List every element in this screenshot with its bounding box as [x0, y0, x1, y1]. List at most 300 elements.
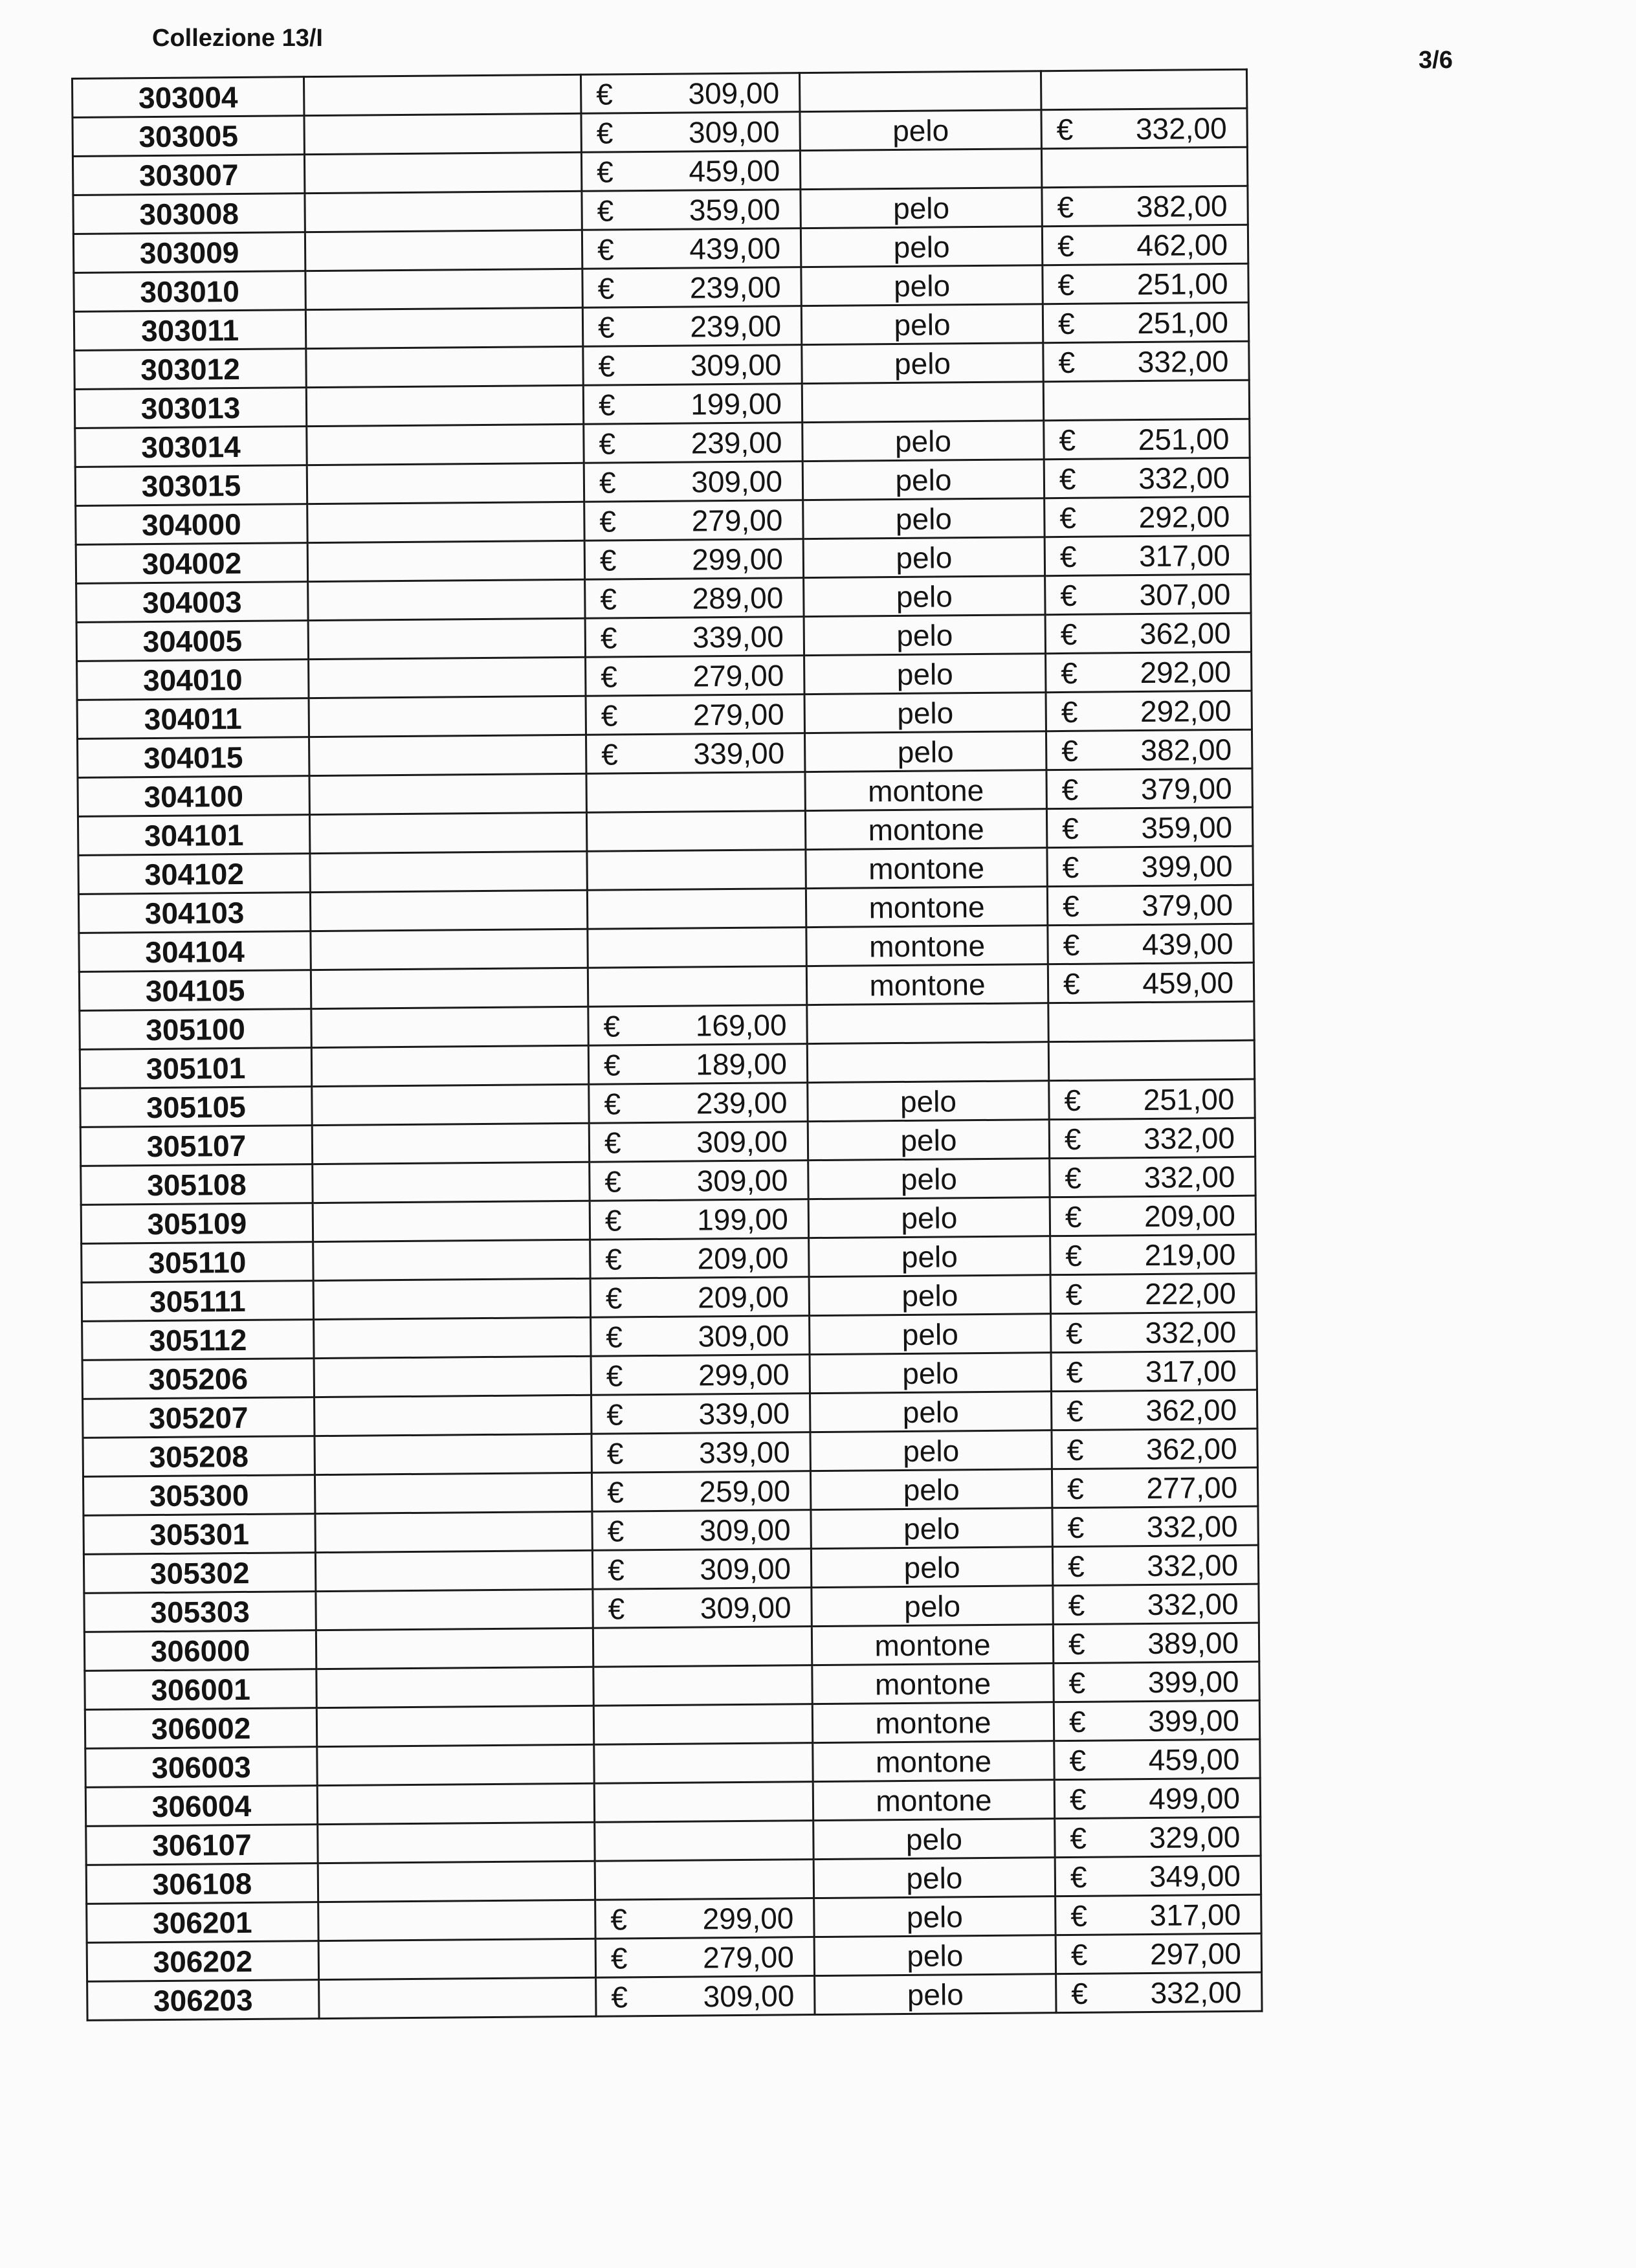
- price-value: 332,00: [1138, 460, 1230, 495]
- price-value: 362,00: [1145, 1392, 1237, 1427]
- description-cell: [310, 851, 587, 892]
- article-code-cell: 305112: [82, 1320, 314, 1361]
- price-table: [71, 69, 1263, 2021]
- currency-symbol: €: [601, 737, 619, 772]
- description-cell: [305, 269, 582, 309]
- page-number: 3/6: [1419, 47, 1453, 74]
- material-price-cell: [1046, 807, 1252, 847]
- currency-symbol: €: [611, 1979, 628, 2014]
- description-cell: [314, 1356, 591, 1397]
- material-cell: [807, 1042, 1048, 1083]
- article-code-cell: 303007: [72, 155, 304, 195]
- material-cell: pelo: [803, 537, 1045, 578]
- currency-symbol: €: [603, 1047, 621, 1082]
- material-price-cell: [1048, 1040, 1254, 1080]
- price-value: 279,00: [691, 502, 783, 537]
- price-value: 169,00: [695, 1007, 787, 1042]
- material-price-cell: [1053, 1584, 1259, 1624]
- material-cell: pelo: [811, 1508, 1052, 1549]
- base-price-cell: [595, 1821, 813, 1862]
- article-code-cell: 304015: [78, 737, 309, 778]
- price-value: 209,00: [1144, 1198, 1236, 1233]
- currency-symbol: €: [1067, 1510, 1085, 1544]
- article-code-cell: 303015: [75, 465, 307, 506]
- base-price-cell: [590, 1161, 808, 1201]
- material-cell: pelo: [804, 576, 1045, 617]
- material-cell: pelo: [802, 460, 1044, 500]
- material-price-cell: [1047, 885, 1253, 925]
- material-cell: montone: [812, 1625, 1053, 1665]
- currency-symbol: €: [1066, 1316, 1083, 1350]
- price-value: 379,00: [1142, 887, 1233, 922]
- material-price-cell: [1044, 419, 1250, 459]
- material-cell: pelo: [808, 1081, 1049, 1122]
- article-code-cell: 304000: [76, 504, 307, 545]
- description-cell: [307, 463, 584, 504]
- price-value: 309,00: [698, 1318, 790, 1353]
- article-code-cell: 305300: [83, 1475, 315, 1516]
- article-code-cell: 303010: [74, 271, 305, 312]
- article-code-cell: 304010: [77, 660, 309, 700]
- article-code-cell: 305303: [84, 1592, 316, 1632]
- currency-symbol: €: [603, 1008, 621, 1043]
- material-price-cell: [1050, 1195, 1255, 1236]
- currency-symbol: €: [606, 1397, 624, 1432]
- material-cell: pelo: [809, 1236, 1050, 1277]
- base-price-cell: [594, 1743, 813, 1784]
- material-cell: pelo: [808, 1197, 1050, 1238]
- base-price-cell: [590, 1199, 808, 1240]
- description-cell: [315, 1550, 592, 1591]
- material-cell: pelo: [804, 615, 1045, 656]
- price-value: 199,00: [696, 1201, 789, 1236]
- material-price-cell: [1045, 574, 1251, 614]
- table-row: [87, 1972, 1262, 2020]
- currency-symbol: €: [1064, 1122, 1081, 1156]
- price-value: 332,00: [1147, 1548, 1239, 1583]
- material-cell: pelo: [801, 265, 1043, 306]
- base-price-cell: [591, 1355, 810, 1395]
- material-price-cell: [1041, 147, 1247, 187]
- description-cell: [316, 1628, 593, 1669]
- base-price-cell: [589, 1122, 808, 1162]
- currency-symbol: €: [1063, 928, 1080, 962]
- material-price-cell: [1043, 263, 1248, 304]
- material-cell: montone: [812, 1663, 1054, 1704]
- base-price-cell: [587, 889, 806, 929]
- currency-symbol: €: [1061, 656, 1078, 690]
- article-code-cell: 305208: [83, 1436, 315, 1477]
- description-cell: [305, 307, 582, 348]
- base-price-cell: [585, 617, 804, 658]
- article-code-cell: 305206: [82, 1359, 314, 1399]
- description-cell: [312, 1123, 589, 1164]
- currency-symbol: €: [1065, 1161, 1082, 1195]
- base-price-cell: [591, 1432, 810, 1473]
- article-code-cell: 305101: [80, 1048, 311, 1089]
- description-cell: [308, 618, 585, 659]
- material-cell: montone: [806, 964, 1048, 1005]
- currency-symbol: €: [597, 232, 614, 267]
- currency-symbol: €: [1062, 850, 1079, 884]
- material-price-cell: [1045, 496, 1250, 537]
- price-value: 189,00: [696, 1046, 788, 1081]
- material-price-cell: [1056, 1895, 1261, 1935]
- price-value: 389,00: [1147, 1625, 1239, 1660]
- currency-symbol: €: [599, 426, 616, 461]
- price-value: 317,00: [1145, 1353, 1237, 1388]
- description-cell: [309, 657, 586, 698]
- article-code-cell: 304104: [79, 931, 311, 972]
- currency-symbol: €: [606, 1319, 623, 1354]
- article-code-cell: 305111: [82, 1281, 313, 1322]
- material-price-cell: [1054, 1739, 1260, 1779]
- base-price-cell: [582, 228, 801, 269]
- material-cell: pelo: [810, 1430, 1052, 1471]
- description-cell: [307, 540, 584, 581]
- price-value: 279,00: [692, 696, 784, 731]
- description-cell: [313, 1278, 590, 1319]
- currency-symbol: €: [604, 1203, 622, 1238]
- price-value: 359,00: [689, 192, 780, 227]
- price-value: 251,00: [1136, 266, 1228, 301]
- description-cell: [307, 502, 584, 542]
- price-value: 329,00: [1149, 1819, 1241, 1854]
- base-price-cell: [594, 1782, 813, 1823]
- article-code-cell: 303004: [72, 77, 304, 118]
- description-cell: [318, 1822, 595, 1863]
- material-price-cell: [1056, 1972, 1262, 2012]
- material-cell: pelo: [809, 1275, 1050, 1316]
- currency-symbol: €: [1060, 617, 1078, 651]
- material-cell: [799, 71, 1041, 112]
- material-cell: montone: [806, 887, 1047, 928]
- price-table-body: [72, 69, 1263, 2020]
- price-value: 359,00: [1141, 810, 1233, 845]
- description-cell: [318, 1900, 595, 1940]
- price-value: 239,00: [691, 425, 782, 460]
- price-value: 219,00: [1144, 1237, 1236, 1272]
- description-cell: [315, 1434, 591, 1474]
- description-cell: [311, 968, 588, 1008]
- description-cell: [317, 1783, 594, 1824]
- currency-symbol: €: [604, 1164, 622, 1199]
- material-cell: pelo: [810, 1314, 1051, 1355]
- description-cell: [317, 1744, 594, 1785]
- base-price-cell: [586, 772, 805, 813]
- currency-symbol: €: [1067, 1394, 1084, 1428]
- material-cell: montone: [805, 770, 1046, 811]
- price-value: 279,00: [692, 658, 784, 693]
- material-cell: pelo: [810, 1392, 1051, 1432]
- base-price-cell: [591, 1394, 810, 1434]
- price-value: 309,00: [696, 1124, 788, 1159]
- currency-symbol: €: [597, 193, 614, 228]
- material-price-cell: [1041, 108, 1247, 148]
- description-cell: [315, 1511, 592, 1552]
- description-cell: [306, 346, 583, 387]
- article-code-cell: 305100: [80, 1009, 311, 1050]
- material-price-cell: [1055, 1817, 1261, 1857]
- currency-symbol: €: [1057, 267, 1075, 302]
- description-cell: [316, 1667, 593, 1707]
- currency-symbol: €: [1059, 461, 1076, 496]
- price-value: 332,00: [1146, 1509, 1238, 1544]
- base-price-cell: [581, 151, 800, 192]
- article-code-cell: 306107: [86, 1825, 318, 1865]
- currency-symbol: €: [1060, 578, 1078, 612]
- price-value: 277,00: [1146, 1470, 1238, 1505]
- material-cell: pelo: [804, 693, 1046, 733]
- base-price-cell: [591, 1471, 810, 1512]
- currency-symbol: €: [604, 1086, 621, 1121]
- price-value: 309,00: [688, 114, 780, 150]
- description-cell: [311, 1006, 588, 1047]
- description-cell: [304, 74, 581, 115]
- description-cell: [313, 1240, 590, 1280]
- price-value: 332,00: [1137, 344, 1229, 379]
- description-cell: [309, 773, 586, 814]
- material-cell: pelo: [813, 1858, 1055, 1898]
- price-value: 209,00: [697, 1279, 790, 1314]
- price-value: 251,00: [1143, 1082, 1235, 1117]
- price-value: 332,00: [1145, 1315, 1237, 1350]
- currency-symbol: €: [1059, 423, 1076, 457]
- currency-symbol: €: [607, 1552, 625, 1587]
- price-value: 382,00: [1136, 188, 1228, 223]
- price-value: 199,00: [691, 386, 782, 421]
- price-value: 289,00: [692, 580, 784, 615]
- currency-symbol: €: [1069, 1782, 1087, 1816]
- price-value: 292,00: [1140, 693, 1232, 728]
- material-cell: pelo: [813, 1819, 1055, 1860]
- article-code-cell: 303014: [75, 427, 307, 467]
- base-price-cell: [593, 1627, 812, 1667]
- base-price-cell: [593, 1665, 812, 1706]
- base-price-cell: [586, 733, 804, 774]
- currency-symbol: €: [1063, 966, 1080, 1001]
- material-price-cell: [1043, 380, 1249, 420]
- price-value: 399,00: [1141, 849, 1233, 884]
- material-price-cell: [1048, 924, 1254, 964]
- article-code-cell: 305207: [83, 1397, 315, 1438]
- article-code-cell: 304105: [79, 970, 311, 1011]
- currency-symbol: €: [1070, 1937, 1088, 1972]
- article-code-cell: 305108: [81, 1164, 313, 1205]
- currency-symbol: €: [597, 309, 615, 344]
- material-price-cell: [1042, 186, 1248, 226]
- description-cell: [319, 1977, 596, 2018]
- article-code-cell: 304100: [78, 776, 309, 817]
- material-price-cell: [1043, 302, 1248, 342]
- currency-symbol: €: [1057, 228, 1074, 263]
- description-cell: [312, 1084, 589, 1125]
- currency-symbol: €: [1061, 695, 1078, 729]
- base-price-cell: [596, 1976, 815, 2017]
- base-price-cell: [580, 73, 799, 114]
- base-price-cell: [592, 1510, 811, 1551]
- material-cell: montone: [812, 1702, 1054, 1743]
- currency-symbol: €: [1070, 1860, 1087, 1894]
- description-cell: [316, 1589, 593, 1630]
- material-price-cell: [1050, 1157, 1255, 1197]
- material-cell: pelo: [810, 1469, 1052, 1510]
- price-value: 339,00: [698, 1434, 790, 1469]
- description-cell: [314, 1317, 591, 1358]
- material-price-cell: [1052, 1506, 1258, 1546]
- material-cell: montone: [806, 926, 1048, 966]
- description-cell: [313, 1201, 590, 1241]
- base-price-cell: [582, 267, 801, 308]
- material-price-cell: [1041, 69, 1246, 109]
- material-price-cell: [1049, 1079, 1255, 1119]
- material-cell: pelo: [808, 1120, 1049, 1161]
- material-price-cell: [1049, 1118, 1255, 1158]
- currency-symbol: €: [601, 698, 618, 733]
- article-code-cell: 306004: [85, 1786, 317, 1827]
- material-cell: pelo: [804, 654, 1046, 695]
- currency-symbol: €: [1056, 112, 1074, 146]
- price-value: 309,00: [700, 1551, 791, 1586]
- price-value: 222,00: [1144, 1276, 1237, 1311]
- article-code-cell: 304005: [76, 621, 308, 662]
- price-value: 239,00: [689, 269, 781, 305]
- article-code-cell: 304003: [76, 582, 308, 623]
- price-value: 309,00: [691, 463, 783, 498]
- currency-symbol: €: [601, 659, 618, 694]
- description-cell: [305, 191, 582, 232]
- currency-symbol: €: [1067, 1549, 1085, 1583]
- material-price-cell: [1050, 1234, 1256, 1274]
- material-cell: montone: [806, 848, 1047, 889]
- material-price-cell: [1052, 1467, 1257, 1507]
- currency-symbol: €: [1068, 1665, 1086, 1700]
- article-code-cell: 305302: [83, 1553, 315, 1594]
- description-cell: [309, 735, 586, 775]
- base-price-cell: [581, 112, 800, 153]
- description-cell: [310, 890, 587, 931]
- price-value: 299,00: [698, 1357, 790, 1392]
- material-price-cell: [1055, 1856, 1261, 1896]
- article-code-cell: 303012: [74, 349, 306, 390]
- article-code-cell: 306201: [87, 1902, 318, 1943]
- currency-symbol: €: [596, 115, 614, 150]
- article-code-cell: 303008: [73, 194, 305, 234]
- currency-symbol: €: [1068, 1627, 1085, 1661]
- material-cell: pelo: [804, 731, 1046, 772]
- currency-symbol: €: [1071, 1976, 1089, 2010]
- price-value: 332,00: [1135, 111, 1227, 146]
- currency-symbol: €: [1066, 1355, 1083, 1389]
- article-code-cell: 303013: [74, 388, 306, 428]
- article-code-cell: 305107: [80, 1126, 312, 1166]
- currency-symbol: €: [1068, 1704, 1086, 1739]
- material-price-cell: [1046, 652, 1252, 692]
- price-value: 399,00: [1147, 1664, 1239, 1699]
- base-price-cell: [595, 1860, 813, 1900]
- article-code-cell: 304101: [78, 815, 309, 856]
- currency-symbol: €: [1069, 1743, 1087, 1777]
- currency-symbol: €: [606, 1358, 623, 1393]
- material-cell: pelo: [810, 1353, 1051, 1394]
- base-price-cell: [588, 966, 806, 1007]
- currency-symbol: €: [604, 1125, 621, 1160]
- currency-symbol: €: [1061, 811, 1079, 845]
- description-cell: [313, 1162, 590, 1203]
- description-cell: [318, 1939, 595, 1979]
- price-value: 339,00: [692, 619, 784, 654]
- material-cell: pelo: [803, 498, 1045, 539]
- material-price-cell: [1046, 768, 1252, 808]
- material-cell: pelo: [801, 188, 1042, 228]
- base-price-cell: [588, 1044, 807, 1085]
- currency-symbol: €: [605, 1280, 623, 1315]
- price-value: 209,00: [697, 1240, 789, 1275]
- currency-symbol: €: [600, 581, 617, 616]
- price-value: 332,00: [1144, 1159, 1235, 1194]
- price-value: 251,00: [1137, 305, 1229, 340]
- description-cell: [311, 929, 588, 970]
- price-value: 239,00: [696, 1085, 788, 1120]
- price-value: 279,00: [702, 1939, 795, 1974]
- material-price-cell: [1054, 1778, 1260, 1818]
- price-value: 332,00: [1150, 1975, 1242, 2010]
- currency-symbol: €: [606, 1474, 624, 1509]
- material-cell: pelo: [811, 1547, 1052, 1588]
- price-value: 339,00: [698, 1395, 790, 1430]
- article-code-cell: 306202: [87, 1941, 318, 1982]
- currency-symbol: €: [1062, 889, 1079, 923]
- currency-symbol: €: [598, 387, 615, 422]
- material-cell: [800, 149, 1041, 190]
- material-price-cell: [1046, 691, 1252, 731]
- currency-symbol: €: [597, 271, 615, 306]
- material-price-cell: [1048, 1001, 1254, 1041]
- price-value: 462,00: [1136, 227, 1228, 262]
- article-code-cell: 303011: [74, 310, 305, 351]
- price-value: 459,00: [1142, 965, 1234, 1000]
- price-value: 317,00: [1138, 538, 1231, 573]
- currency-symbol: €: [1058, 345, 1076, 379]
- price-value: 299,00: [691, 541, 784, 576]
- base-price-cell: [584, 500, 803, 541]
- article-code-cell: 304011: [77, 698, 309, 739]
- collection-title: Collezione 13/I: [152, 25, 323, 52]
- currency-symbol: €: [608, 1591, 625, 1626]
- base-price-cell: [586, 656, 804, 696]
- currency-symbol: €: [1067, 1471, 1084, 1506]
- currency-symbol: €: [596, 76, 614, 111]
- material-cell: pelo: [812, 1586, 1053, 1627]
- material-cell: pelo: [814, 1896, 1056, 1937]
- article-code-cell: 306001: [85, 1669, 316, 1710]
- base-price-cell: [584, 539, 803, 580]
- price-value: 332,00: [1144, 1120, 1235, 1155]
- article-code-cell: 306203: [87, 1980, 319, 2021]
- base-price-cell: [591, 1316, 810, 1357]
- price-value: 307,00: [1139, 577, 1231, 612]
- price-value: 439,00: [689, 230, 781, 266]
- price-value: 292,00: [1140, 654, 1232, 689]
- base-price-cell: [583, 345, 802, 386]
- material-cell: pelo: [801, 227, 1042, 267]
- article-code-cell: 306000: [84, 1630, 316, 1671]
- base-price-cell: [592, 1549, 811, 1590]
- description-cell: [316, 1706, 593, 1746]
- base-price-cell: [586, 811, 805, 852]
- price-value: 309,00: [699, 1512, 791, 1547]
- currency-symbol: €: [599, 504, 617, 539]
